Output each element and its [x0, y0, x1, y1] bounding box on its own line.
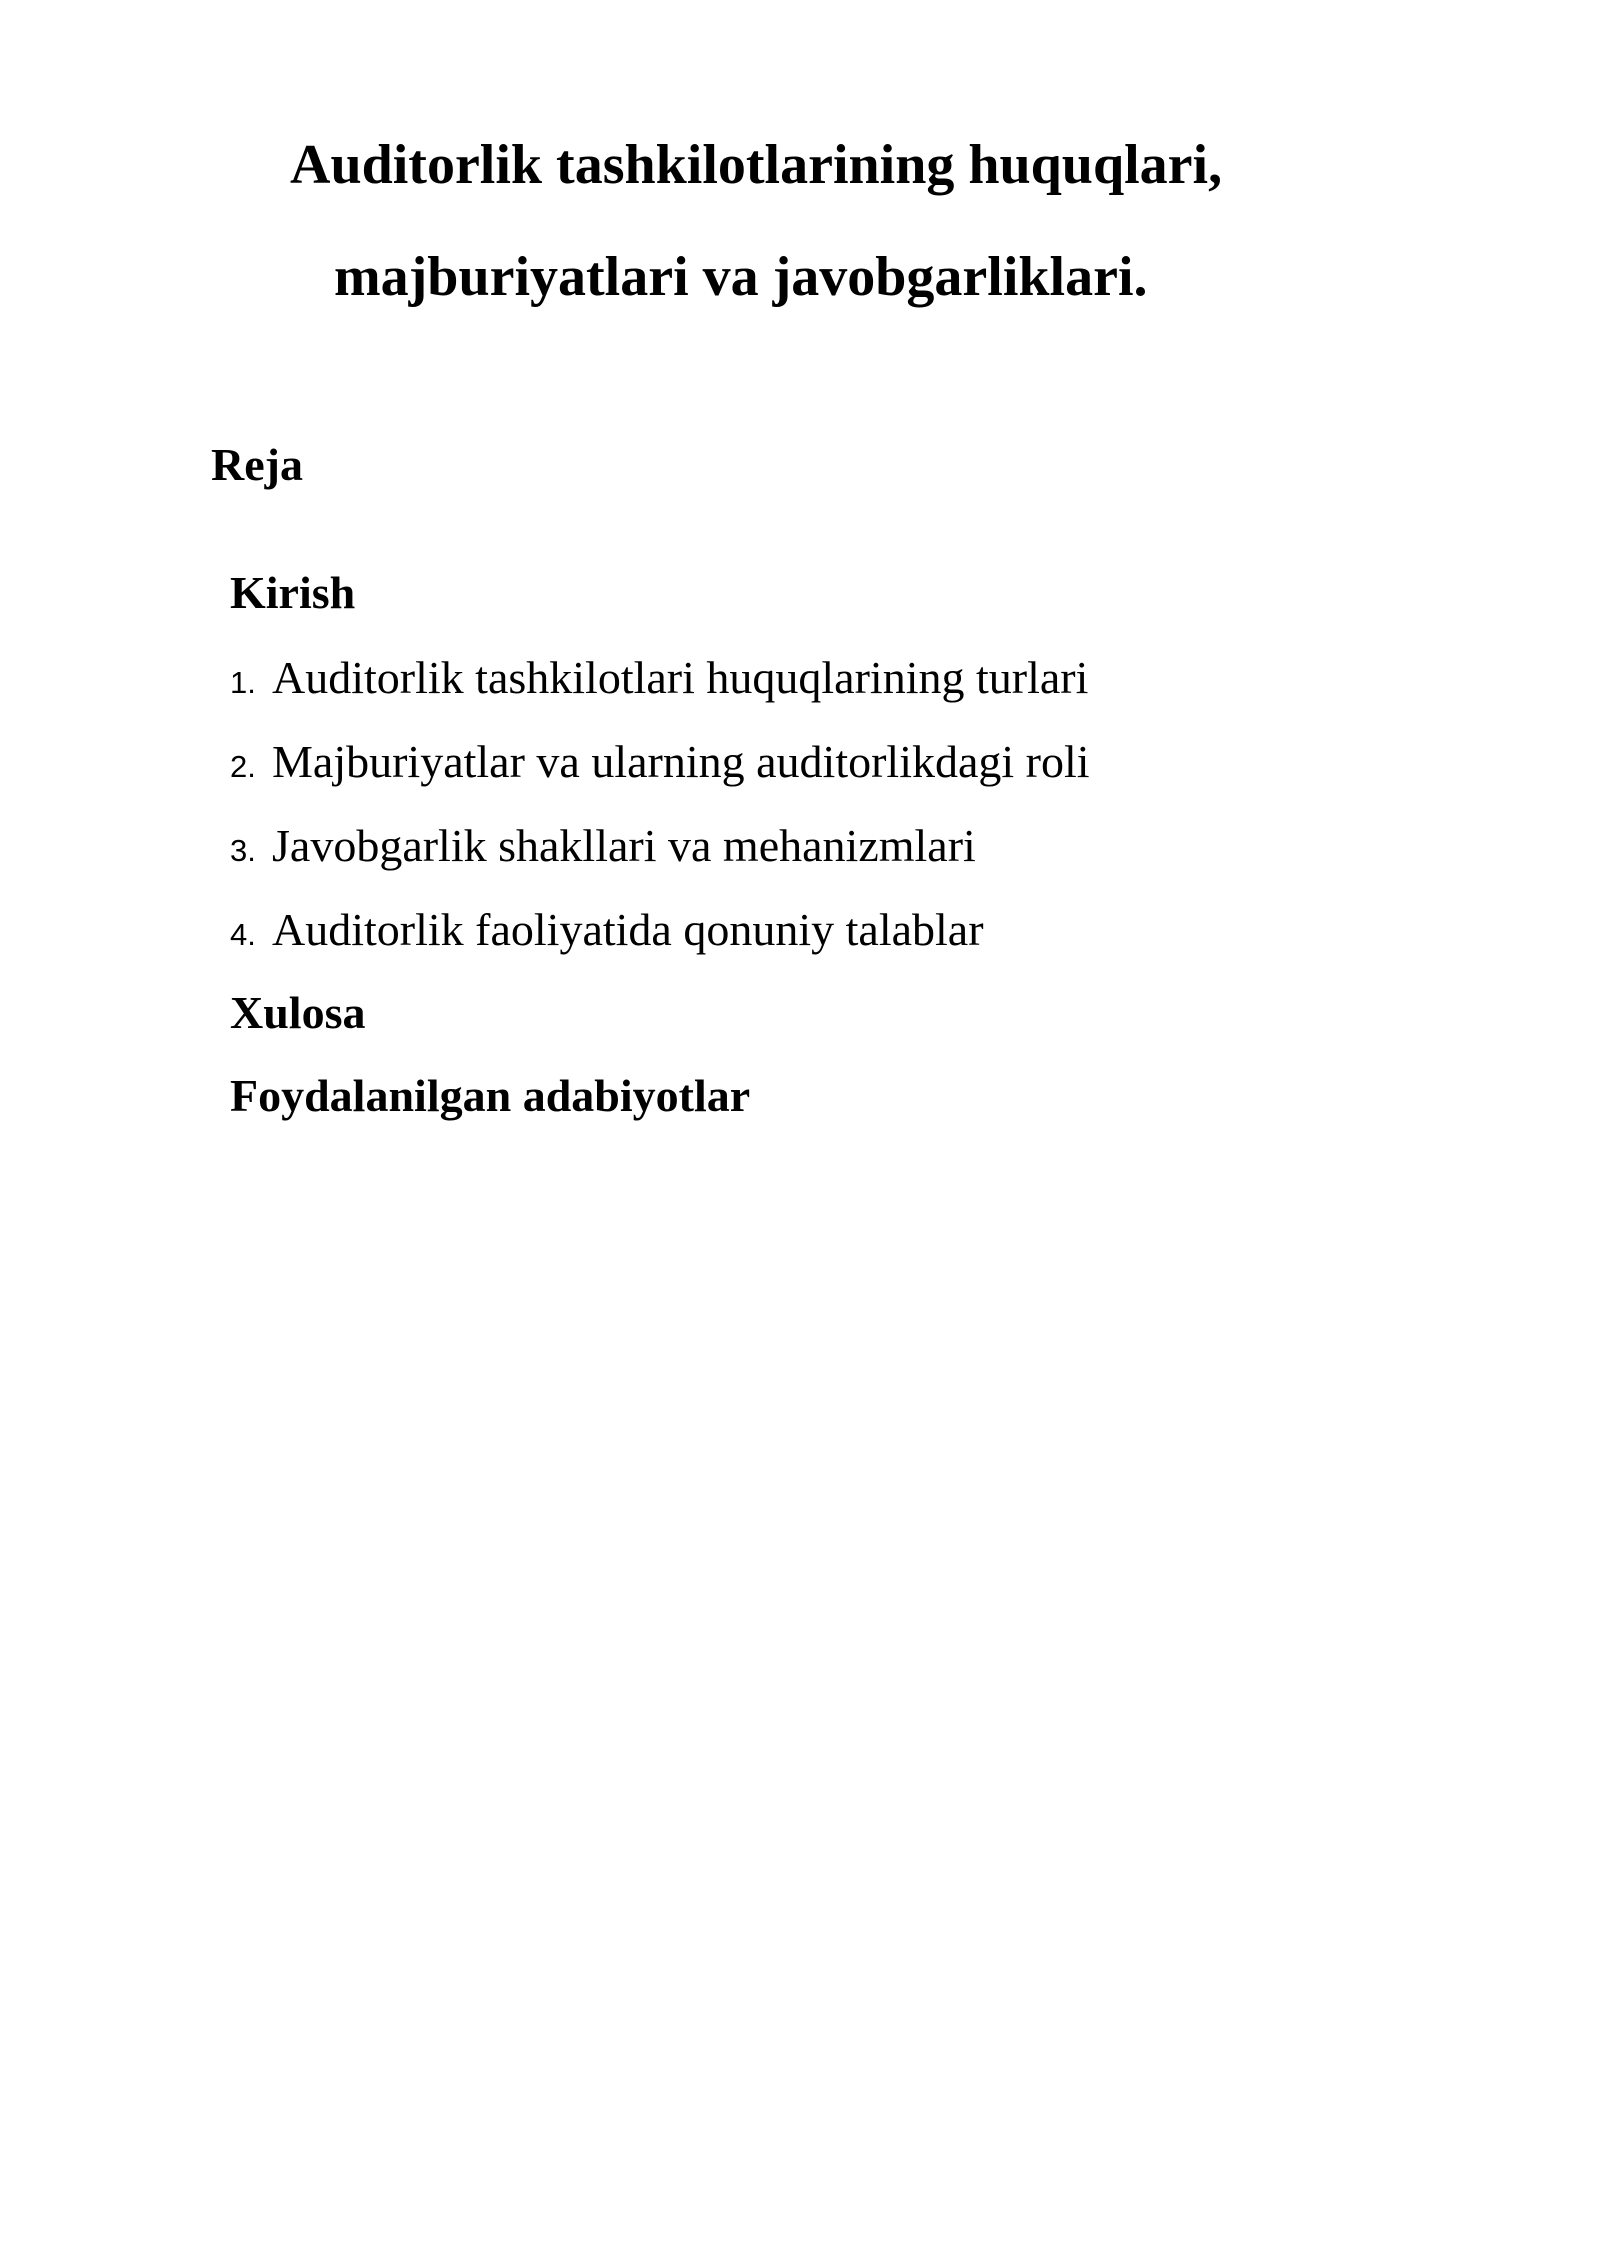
document-title-line-2: majburiyatlari va javobgarliklari. — [334, 246, 1148, 308]
plan-heading: Reja — [211, 439, 303, 490]
document-title-line-1: Auditorlik tashkilotlarining huquqlari, — [290, 134, 1223, 196]
plan-item-number: 1. — [230, 665, 256, 700]
plan-list-item — [230, 820, 976, 871]
plan-list-item — [230, 904, 984, 955]
plan-item-text: Auditorlik tashkilotlari huquqlarining turlari — [272, 652, 1089, 703]
plan-item-text: Majburiyatlar va ularning auditorlikdagi roli — [272, 736, 1090, 787]
plan-item-text: Javobgarlik shakllari va mehanizmlari — [272, 820, 976, 871]
references-heading: Foydalanilgan adabiyotlar — [230, 1070, 751, 1121]
plan-item-number: 2. — [230, 749, 256, 784]
conclusion-heading: Xulosa — [230, 987, 366, 1038]
plan-list-item — [230, 652, 1089, 703]
plan-item-text: Auditorlik faoliyatida qonuniy talablar — [272, 904, 984, 955]
intro-heading: Kirish — [230, 567, 356, 618]
plan-list-item — [230, 736, 1090, 787]
plan-item-number: 4. — [230, 917, 256, 952]
plan-item-number: 3. — [230, 833, 256, 868]
